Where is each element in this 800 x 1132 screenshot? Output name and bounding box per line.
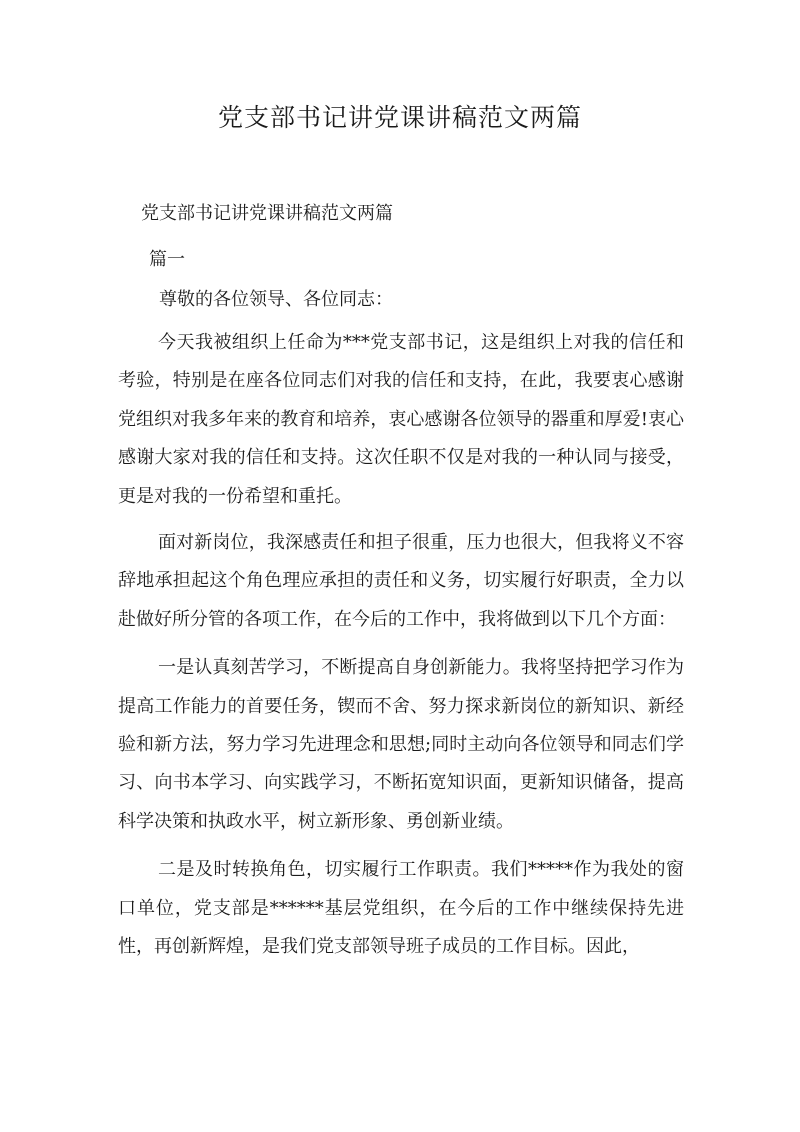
paragraph-2: 面对新岗位，我深感责任和担子很重，压力也很大，但我将义不容辞地承担起这个角色理应承担的责任和义务，切实履行好职责，全力以赴做好所分管的各项工作，在今后的工作中，我将做到以下几个方面：: [118, 532, 684, 630]
paragraph-1: 今天我被组织上任命为***党支部书记，这是组织上对我的信任和考验，特别是在座各位同志们对我的信任和支持，在此，我要衷心感谢党组织对我多年来的教育和培养，衷心感谢各位领导的器重和厚爱!衷心感谢大家对我的信任和支持。这次任职不仅是对我的一种认同与接受，更是对我的一份希望和重托。: [118, 332, 684, 507]
body-text: [118, 324, 684, 977]
document-title: 党支部书记讲党课讲稿范文两篇: [217, 103, 582, 132]
document-subtitle: 党支部书记讲党课讲稿范文两篇: [141, 203, 393, 224]
paragraph-3: 一是认真刻苦学习，不断提高自身创新能力。我将坚持把学习作为提高工作能力的首要任务，锲而不舍、努力探求新岗位的新知识、新经验和新方法，努力学习先进理念和思想;同时主动向各位领导和同志们学习、向书本学习、向实践学习，不断拓宽知识面，更新知识储备，提高科学决策和执政水平，树立新形象、勇创新业绩。: [118, 657, 684, 832]
paragraph-4: 二是及时转换角色，切实履行工作职责。我们*****作为我处的窗口单位，党支部是******基层党组织，在今后的工作中继续保持先进性，再创新辉煌，是我们党支部领导班子成员的工作目标。因此，: [118, 859, 684, 958]
greeting-line: 尊敬的各位领导、各位同志：: [159, 289, 393, 310]
section-label: 篇一: [149, 249, 185, 270]
